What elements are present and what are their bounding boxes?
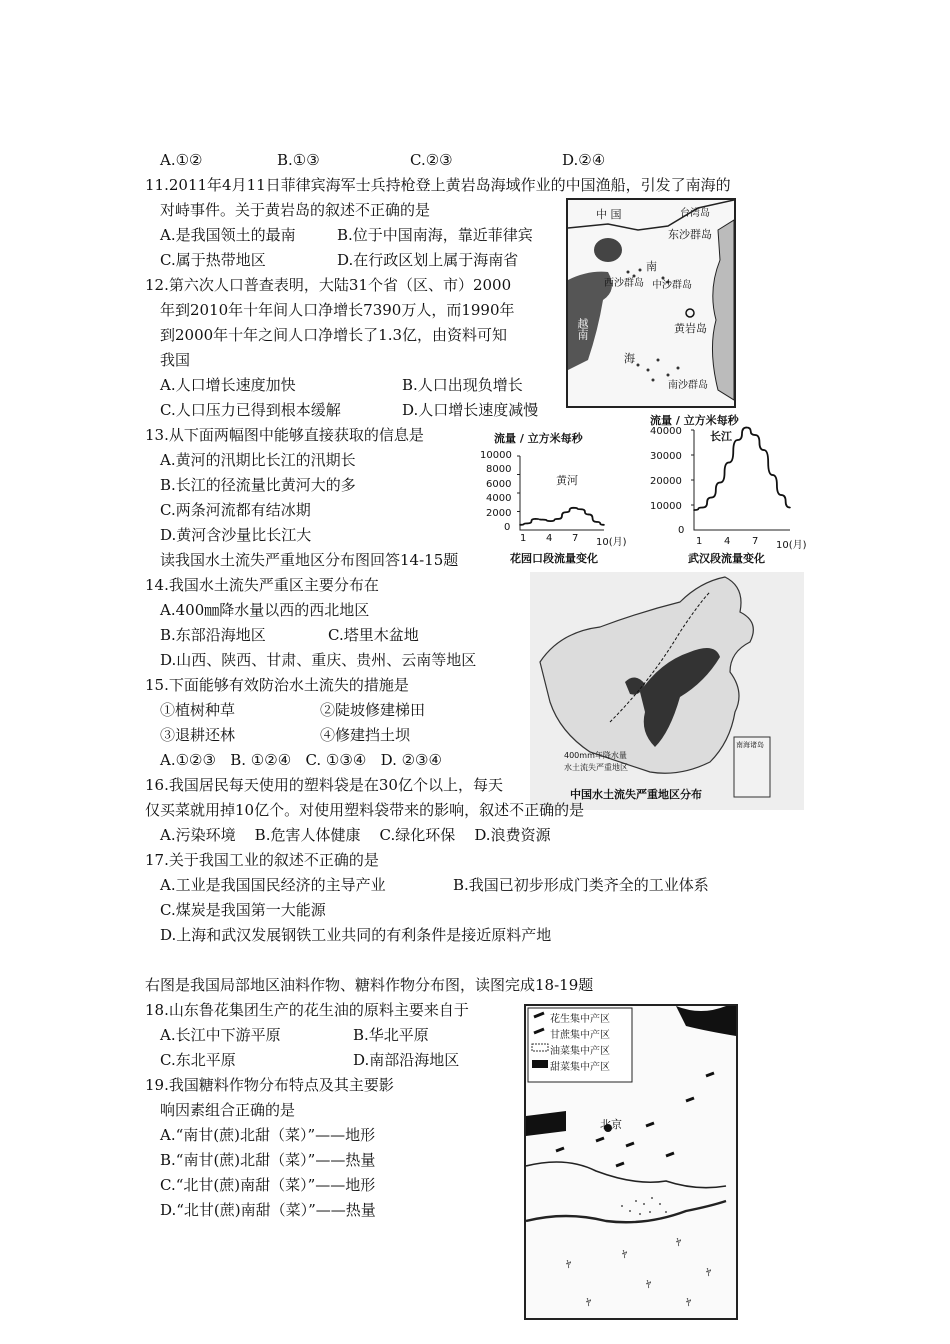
q13-option-a: A.黄河的汛期比长江的汛期长 [160,451,356,469]
yangtze-ytick-40000: 40000 [650,426,682,437]
crop-legend-rapeseed: 油菜集中产区 [550,1046,610,1057]
yangtze-point-8 [754,434,756,436]
q18-option-d: D.南部沿海地区 [353,1051,460,1069]
yellow-chart-ylabel: 流量 / 立方米每秒 [494,432,583,445]
q19-option-d: D.“北甘(蔗)南甜（菜）”——热量 [160,1201,376,1219]
svg-text:ﾔ: ﾔ [676,1238,681,1249]
svg-text:ﾔ: ﾔ [586,1298,591,1309]
q12-stem-1: 12.第六次人口普查表明，大陆31个省（区、市）2000 [145,276,512,294]
svg-text:ﾔ: ﾔ [566,1260,571,1271]
yellow-chart-caption: 花园口段流量变化 [510,552,598,565]
svg-text:ﾔ: ﾔ [622,1250,627,1261]
yellow-xtick-10: 10(月) [596,537,627,548]
crop-map-city-beijing: 北京 [600,1118,622,1131]
yellow-ytick-8000: 8000 [486,464,512,475]
yangtze-series-line [694,428,790,511]
yangtze-xtick-7: 7 [752,536,759,547]
map-label-xisha: 西沙群岛 [604,278,644,289]
yangtze-point-2 [702,507,704,509]
crop-distribution-map [524,1004,738,1320]
yellow-series-label: 黄河 [556,474,578,487]
map-label-nan: 南 [646,260,657,273]
yangtze-ytick-20000: 20000 [650,476,682,487]
yangtze-series-label: 长江 [710,430,732,443]
q16-stem-2: 仅买菜就用掉10亿个。对使用塑料袋带来的影响，叙述不正确的是 [145,801,585,819]
yellow-point-8 [573,507,575,509]
q18-option-b: B.华北平原 [353,1026,429,1044]
q14-option-a: A.400㎜降水量以西的西北地区 [160,601,370,619]
q17-stem: 17.关于我国工业的叙述不正确的是 [145,851,379,869]
yellow-point-12 [603,524,605,526]
q11-option-b: B.位于中国南海，靠近菲律宾 [337,226,533,244]
q13-option-d: D.黄河含沙量比长江大 [160,526,312,544]
q15-item-2: ②陡坡修建梯田 [320,701,426,719]
map-label-hai: 海 [624,352,635,365]
q16-stem-1: 16.我国居民每天使用的塑料袋是在30亿个以上，每天 [145,776,503,794]
q10-option-d: D.②④ [562,151,606,169]
erosion-inset-label: 南海诸岛 [736,741,764,749]
intro-18-19: 右图是我国局部地区油料作物、糖料作物分布图，读图完成18-19题 [145,976,594,994]
yellow-point-1 [519,524,521,526]
crop-legend-sugarbeet: 甜菜集中产区 [550,1062,610,1073]
svg-text:ﾔ: ﾔ [646,1280,651,1291]
yellow-point-11 [596,521,598,523]
yangtze-ytick-10000: 10000 [650,501,682,512]
yangtze-point-6 [737,439,739,441]
q11-stem-2: 对峙事件。关于黄岩岛的叙述不正确的是 [160,201,431,219]
q12-option-a: A.人口增长速度加快 [160,376,296,394]
q14-stem: 14.我国水土流失严重区主要分布在 [145,576,379,594]
svg-text:ﾔ: ﾔ [686,1298,691,1309]
map-label-nansha: 南沙群岛 [668,380,708,391]
yellow-point-4 [542,519,544,521]
yangtze-axes [694,430,790,530]
crop-legend-peanut: 花生集中产区 [550,1014,610,1025]
q19-option-c: C.“北甘(蔗)南甜（菜）”——地形 [160,1176,376,1194]
yangtze-chart-caption: 武汉段流量变化 [688,552,765,565]
q10-option-c: C.②③ [410,151,453,169]
q12-option-d: D.人口增长速度减慢 [402,401,539,419]
svg-text:ﾔ: ﾔ [706,1268,711,1279]
yangtze-point-11 [780,494,782,496]
map-label-vietnam: 越南 [576,318,589,340]
q15-item-4: ④修建挡土坝 [320,726,411,744]
yellow-xtick-4: 4 [546,533,553,544]
q13-option-c: C.两条河流都有结冰期 [160,501,311,519]
erosion-legend-area: 水土流失严重地区 [564,763,628,772]
map-label-dongsha: 东沙群岛 [668,228,712,241]
q16-options: A.污染环境 B.危害人体健康 C.绿化环保 D.浪费资源 [160,826,551,844]
yangtze-chart-ylabel: 流量 / 立方米每秒 [650,414,739,427]
yangtze-point-12 [789,507,791,509]
q14-option-b: B.东部沿海地区 [160,626,266,644]
yangtze-ytick-0: 0 [678,525,685,536]
yangtze-point-1 [693,509,695,511]
yellow-series-line [520,508,604,525]
q12-option-b: B.人口出现负增长 [402,376,523,394]
yangtze-point-5 [728,462,730,464]
yellow-xtick-1: 1 [520,533,527,544]
q10-option-a: A.①② [160,151,203,169]
yellow-river-chart [480,428,630,568]
yangtze-xtick-10: 10(月) [776,540,807,551]
q17-option-d: D.上海和武汉发展钢铁工业共同的有利条件是接近原料产地 [160,926,552,944]
soil-erosion-map [530,572,804,810]
q19-option-b: B.“南甘(蔗)北甜（菜）”——热量 [160,1151,376,1169]
yangtze-point-9 [763,449,765,451]
q11-stem-1: 11.2011年4月11日菲律宾海军士兵持枪登上黄岩岛海域作业的中国渔船，引发了南海的 [145,176,731,194]
yellow-point-5 [550,520,552,522]
south-china-sea-map [566,198,736,408]
erosion-map-drawing [530,572,804,810]
map-label-taiwan: 台湾岛 [680,208,710,219]
q11-option-a: A.是我国领土的最南 [160,226,296,244]
yangtze-xtick-4: 4 [724,536,731,547]
yangtze-point-7 [746,427,748,429]
map-label-huangyan: 黄岩岛 [674,322,707,335]
yellow-point-9 [580,508,582,510]
q10-option-b: B.①③ [277,151,320,169]
q17-option-b: B.我国已初步形成门类齐全的工业体系 [453,876,709,894]
q13-option-b: B.长江的径流量比黄河大的多 [160,476,356,494]
q17-option-a: A.工业是我国国民经济的主导产业 [160,876,386,894]
erosion-legend-rainfall: 400mm年降水量 [564,751,627,760]
q12-stem-4: 我国 [160,351,191,369]
yellow-ytick-10000: 10000 [480,450,512,461]
q15-stem: 15.下面能够有效防治水土流失的措施是 [145,676,409,694]
yellow-ytick-2000: 2000 [486,508,512,519]
q19-stem-1: 19.我国糖料作物分布特点及其主要影 [145,1076,394,1094]
yellow-point-7 [565,511,567,513]
yellow-point-3 [534,518,536,520]
yellow-xtick-7: 7 [572,533,579,544]
yangtze-point-4 [719,482,721,484]
yellow-point-10 [588,514,590,516]
yellow-point-6 [557,518,559,520]
q14-option-c: C.塔里木盆地 [328,626,419,644]
yellow-ytick-4000: 4000 [486,493,512,504]
q11-option-d: D.在行政区划上属于海南省 [337,251,519,269]
q15-item-1: ①植树种草 [160,701,236,719]
q15-options: A.①②③ B. ①②④ C. ①③④ D. ②③④ [160,751,442,769]
q12-stem-3: 到2000年十年之间人口净增长了1.3亿，由资料可知 [160,326,508,344]
q18-option-c: C.东北平原 [160,1051,236,1069]
q17-option-c: C.煤炭是我国第一大能源 [160,901,326,919]
yangtze-ytick-30000: 30000 [650,451,682,462]
yangtze-xtick-1: 1 [696,536,703,547]
q12-option-c: C.人口压力已得到根本缓解 [160,401,341,419]
q15-item-3: ③退耕还林 [160,726,236,744]
map-label-china: 中 国 [596,208,622,221]
q18-stem: 18.山东鲁花集团生产的花生油的原料主要来自于 [145,1001,469,1019]
q19-option-a: A.“南甘(蔗)北甜（菜）”——地形 [160,1126,376,1144]
q12-stem-2: 年到2010年十年间人口净增长7390万人，而1990年 [160,301,515,319]
q14-option-d: D.山西、陕西、甘肃、重庆、贵州、云南等地区 [160,651,477,669]
q18-option-a: A.长江中下游平原 [160,1026,281,1044]
q19-stem-2: 响因素组合正确的是 [160,1101,296,1119]
yangtze-point-10 [772,474,774,476]
yellow-point-2 [527,523,529,525]
crop-legend-sugarcane: 甘蔗集中产区 [550,1030,610,1041]
q13-stem: 13.从下面两幅图中能够直接获取的信息是 [145,426,424,444]
yellow-ytick-0: 0 [504,522,511,533]
map-label-zhongsha: 中沙群岛 [652,280,692,291]
yangtze-point-3 [711,497,713,499]
erosion-map-caption: 中国水土流失严重地区分布 [570,788,702,801]
yangtze-chart [648,410,828,568]
yellow-ytick-6000: 6000 [486,479,512,490]
intro-14-15: 读我国水土流失严重地区分布图回答14-15题 [160,551,459,569]
q11-option-c: C.属于热带地区 [160,251,266,269]
